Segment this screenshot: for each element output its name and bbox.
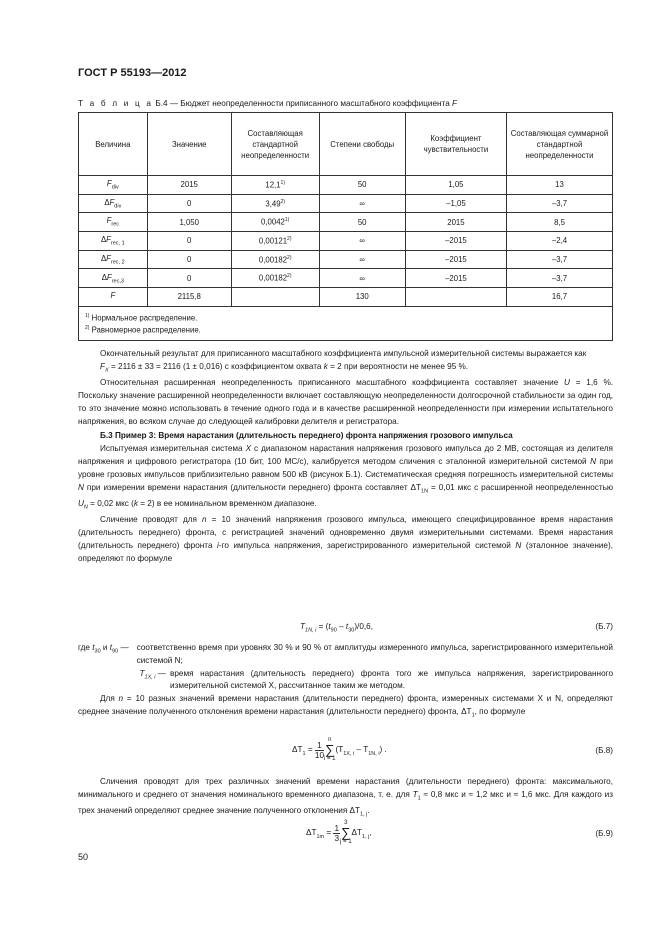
p6-t-sub: 1	[417, 795, 421, 802]
p3-n: N	[590, 457, 596, 467]
result-formula	[78, 361, 613, 377]
p6-dt-sub: 1, j	[360, 811, 368, 818]
quantity-delta: Δ	[100, 235, 107, 245]
eq7-t90-sub: 90	[330, 627, 337, 634]
cell-value: 0	[147, 232, 231, 251]
cell-value: 1,050	[147, 213, 231, 232]
table-caption-text: Б.4 — Бюджет неопределенности приписанного масштабного коэффициента	[153, 99, 453, 108]
eq9-sum-top: 3	[344, 820, 348, 826]
cell-std-uncertainty	[231, 269, 319, 288]
eq7-t30: t	[345, 622, 349, 631]
p5-a: Для	[100, 694, 119, 703]
text-block-2	[78, 693, 613, 722]
eq8-fraction	[315, 741, 324, 760]
eq9-frac-den: 3	[334, 833, 340, 843]
p2-var-u: U	[564, 378, 570, 388]
paragraph-test-system	[78, 443, 613, 514]
cell-std-uncertainty	[231, 232, 319, 251]
std-uncertainty-value: 0,00121	[258, 236, 288, 246]
p3-u-sub: N	[83, 504, 88, 511]
eq9-lhs-sub: 1m	[316, 833, 325, 840]
std-uncertainty-note: 2)	[287, 236, 292, 243]
std-uncertainty-value: 0,00182	[258, 255, 288, 265]
eq9-lhs: ΔT	[306, 828, 317, 838]
quantity-symbol: F	[106, 216, 112, 226]
cell-sensitivity: –2015	[405, 269, 506, 288]
table-row	[79, 232, 613, 251]
std-uncertainty-note: 2)	[280, 198, 285, 205]
cell-std-uncertainty	[231, 288, 319, 307]
note-1-mark: 1)	[85, 312, 90, 319]
cell-quantity	[79, 288, 148, 307]
quantity-delta: Δ	[100, 253, 107, 263]
where-label: где	[78, 643, 93, 652]
cell-std-uncertainty	[231, 176, 319, 195]
quantity-subscript: rec, 2	[110, 259, 125, 266]
paragraph-result: Окончательный результат для приписанного масштабного коэффициента импульсной измерительной системы выражается как	[100, 349, 587, 358]
quantity-symbol: F	[106, 235, 111, 245]
eq7-lhs-sub: 1N, i	[305, 627, 317, 634]
p4-n2: N	[515, 541, 522, 551]
table-header-row	[79, 113, 613, 176]
cell-sensitivity: 2015	[405, 213, 506, 232]
eq9-body: ΔT	[351, 828, 363, 838]
quantity-symbol: F	[106, 253, 111, 263]
eq8-body-b-sub: 1N, i	[368, 750, 380, 757]
p2-part-b: = 1,6 %. Поскольку значение расширенной неопределенности включает составляющую неопределенности долгосрочной стабильности за один год, то это значение можно использовать в течение одного года и в качестве расширенной неопределенности при измерении испытательного напряжения, во всяком случае до следующей калибровки делителя и регистратора.	[78, 378, 613, 426]
eq7-tail: )/0,6,	[354, 622, 373, 631]
quantity-subscript: rec	[111, 221, 120, 228]
cell-combined-uncertainty: 16,7	[507, 288, 613, 307]
cell-dof: ∞	[319, 250, 405, 269]
p5-dt: ΔT	[461, 706, 472, 716]
cell-combined-uncertainty: –2,4	[507, 232, 613, 251]
equation-b8-number: (Б.8)	[595, 746, 613, 755]
note-2	[85, 323, 606, 336]
paragraph-three-values	[78, 776, 613, 822]
quantity-symbol: F	[106, 272, 112, 282]
p5-dt-sub: 1	[471, 712, 475, 719]
std-uncertainty-value: 0,00182	[258, 274, 288, 284]
def2-term: T	[139, 668, 145, 678]
eq7-t30-sub: 30	[348, 627, 355, 634]
cell-quantity	[79, 232, 148, 251]
eq7-minus: –	[336, 622, 346, 631]
definitions	[78, 642, 613, 693]
quantity-symbol: F	[109, 197, 115, 207]
table-row	[79, 194, 613, 213]
cell-value: 0	[147, 194, 231, 213]
eq9-body-sub: 1, j	[362, 833, 370, 840]
def2-dash: —	[155, 668, 166, 678]
cell-dof: 130	[319, 288, 405, 307]
formula-tail: = 2 при вероятности не менее 95 %.	[327, 361, 469, 371]
cell-std-uncertainty	[231, 194, 319, 213]
p6-dt: ΔT	[349, 806, 361, 816]
std-uncertainty-value: 0,0042	[261, 218, 285, 228]
cell-quantity	[79, 194, 148, 213]
p6-a: Сличения проводят для трех различных значений времени нарастания (длительности переднего) фронта: максимального, минимального и среднего от значения номинального временного диапазона, т. е. для	[78, 777, 613, 799]
cell-sensitivity: 1,05	[405, 176, 506, 195]
text-block-3	[78, 776, 613, 822]
eq9-eq: =	[324, 828, 334, 838]
std-uncertainty-value: 12,1	[265, 180, 281, 190]
std-uncertainty-note: 1)	[284, 217, 290, 224]
table-caption	[78, 99, 457, 108]
eq8-eq: =	[305, 745, 315, 755]
p6-b: ≈ 0,8 мкс и ≈ 1,2 мкс и ≈ 1,6 мкс. Для каждого из трех значений определяют среднее значение полученного отклонения	[78, 789, 613, 816]
where-t90: t	[109, 643, 113, 652]
p3-a: Испытуемая измерительная система	[100, 444, 246, 454]
col-header-sensitivity: Коэффициент чувствительности	[405, 113, 506, 176]
table-notes	[79, 306, 613, 340]
formula-k: k	[323, 361, 328, 371]
equation-b7-number: (Б.7)	[595, 622, 613, 631]
table-row	[79, 213, 613, 232]
quantity-subscript: rec, 1	[110, 240, 125, 247]
std-uncertainty-note: 2)	[287, 273, 292, 280]
table-row	[79, 250, 613, 269]
quantity-symbol: F	[110, 291, 116, 301]
cell-quantity	[79, 250, 148, 269]
note-1-text: Нормальное распределение.	[89, 313, 198, 323]
p3-f: = 0,02 мкс (	[87, 499, 134, 509]
cell-sensitivity: –1,05	[405, 194, 506, 213]
col-header-dof: Степени свободы	[319, 113, 405, 176]
std-uncertainty-note: 1)	[280, 180, 285, 187]
p3-d: при измерении времени нарастания (длительности переднего) фронта составляет	[83, 482, 411, 492]
note-2-mark: 2)	[85, 325, 90, 332]
p3-u: U	[78, 499, 84, 509]
p2-part-a: Относительная расширенная неопределенность приписанного масштабного коэффициента составляет значение	[100, 378, 565, 388]
table-caption-prefix: Т а б л и ц а	[78, 99, 154, 108]
eq7-t90: t	[328, 622, 331, 631]
eq8-body-a-sub: 1X, i	[343, 750, 355, 757]
definition-t1x-desc: время нарастания (длительность переднего) фронта того же импульса напряжения, зарегистрированного измерительной системой X, рассчитанное таким же методом.	[170, 668, 613, 691]
p6-c: .	[367, 806, 370, 816]
cell-combined-uncertainty: –3,7	[507, 269, 613, 288]
sigma-icon: ∑	[325, 742, 335, 757]
p3-c: при уровне грозовых импульсов приблизительно равном 500 кВ (рисунок Б.1). Систематическая средняя погрешность измерительной системы	[78, 457, 613, 479]
cell-combined-uncertainty: –3,7	[507, 194, 613, 213]
p5-n: n	[118, 694, 124, 703]
eq8-sum-bot: i = 1	[324, 756, 336, 762]
p3-k: k	[133, 499, 138, 509]
page-number: 50	[78, 852, 89, 862]
paragraph-mean-deviation	[78, 693, 613, 722]
table-row	[79, 176, 613, 195]
p6-t: T	[412, 789, 418, 799]
paragraph-comparison	[78, 514, 613, 565]
col-header-std-uncertainty: Составляющая стандартной неопределенности	[231, 113, 319, 176]
eq9-tail: ,	[369, 828, 372, 838]
formula-text: = 2116 ± 33 = 2116 (1 ± 0,016) с коэффициентом охвата	[108, 361, 324, 371]
equation-b9	[306, 820, 372, 846]
col-header-combined-uncertainty: Составляющая суммарной стандартной неопределенности	[507, 113, 613, 176]
eq7-lhs: T	[300, 622, 306, 631]
cell-sensitivity	[405, 288, 506, 307]
p3-n2: N	[78, 482, 84, 492]
p3-x: X	[245, 444, 252, 454]
table-row	[79, 288, 613, 307]
quantity-subscript: div	[114, 203, 122, 210]
eq8-tail: ) .	[379, 745, 387, 755]
cell-quantity	[79, 213, 148, 232]
table-notes-row	[79, 306, 613, 340]
formula-var-f: F	[100, 361, 106, 371]
cell-value: 0	[147, 250, 231, 269]
quantity-symbol: F	[106, 179, 112, 189]
cell-dof: ∞	[319, 194, 405, 213]
p5-c: , по формуле	[474, 706, 526, 716]
eq7-mid: = (	[316, 622, 329, 631]
p4-b: = 10 значений напряжения грозового импульса, имеющего специфицированное время нарастания (длительность переднего) фронта, с регистрацией значений одновременно двумя измерительными системами. Время нарастания (длительность переднего) фронта	[78, 515, 613, 551]
quantity-delta: Δ	[104, 197, 110, 207]
cell-sensitivity: –2015	[405, 250, 506, 269]
note-1	[85, 311, 606, 324]
eq8-sum-top: n	[328, 737, 332, 743]
document-id: ГОСТ Р 55193—2012	[78, 67, 187, 79]
definition-t1x	[78, 668, 613, 694]
p3-dt: ΔT	[410, 482, 422, 492]
cell-dof: ∞	[319, 269, 405, 288]
eq9-frac-num: 1	[334, 823, 340, 833]
equation-b9-number: (Б.9)	[595, 829, 613, 838]
where-t30: t	[92, 643, 95, 652]
quantity-delta: Δ	[101, 272, 107, 282]
formula-var-f-sub: X	[105, 367, 109, 374]
p4-i: i	[217, 541, 219, 551]
eq8-lhs-sub: 1	[302, 750, 306, 757]
p3-g: = 2) в ее номинальном временном диапазоне.	[137, 499, 317, 509]
table-body	[79, 176, 613, 341]
quantity-subscript: div	[111, 184, 119, 191]
sigma-icon: ∑	[341, 825, 351, 840]
definition-t-term	[78, 642, 133, 668]
cell-std-uncertainty	[231, 213, 319, 232]
cell-value: 0	[147, 269, 231, 288]
p3-dt-sub: 1N	[421, 488, 429, 495]
eq9-sum-bot: j = 1	[340, 839, 352, 845]
col-header-quantity: Величина	[79, 113, 148, 176]
def2-term-sub: 1X, i	[144, 674, 156, 681]
cell-dof: 50	[319, 213, 405, 232]
eq8-frac-den: 10	[314, 750, 324, 760]
equation-b8	[292, 737, 387, 763]
std-uncertainty-note: 2)	[287, 254, 292, 261]
table-caption-var: F	[452, 99, 458, 108]
cell-combined-uncertainty: –3,7	[507, 250, 613, 269]
cell-combined-uncertainty: 8,5	[507, 213, 613, 232]
cell-quantity	[79, 176, 148, 195]
eq8-lhs: ΔT	[292, 745, 303, 755]
p3-b: с диапазоном нарастания напряжения грозового импульса до 2 MB, состоящая из делителя напряжения и цифрового регистратора (10 бит, 100 МС/с), калибруется методом сличения с эталонной измерительной системой	[78, 444, 613, 467]
p4-c: -го импульса напряжения, зарегистрированного измерительной системой	[218, 541, 516, 551]
equation-b7	[300, 622, 373, 634]
cell-dof: ∞	[319, 232, 405, 251]
where-t90-sub: 90	[112, 648, 119, 655]
where-t30-sub: 30	[94, 648, 101, 655]
col-header-value: Значение	[147, 113, 231, 176]
p4-a: Сличение проводят для	[100, 515, 203, 525]
cell-dof: 50	[319, 176, 405, 195]
paragraph-relative-uncertainty	[78, 377, 613, 428]
p5-b: = 10 разных значений времени нарастания (длительности переднего) фронта, измеренных системами X и N, определяют среднее значение полученного отклонения времени нарастания (длительности переднего) фронта,	[78, 694, 614, 716]
cell-combined-uncertainty: 13	[507, 176, 613, 195]
p4-d: (эталонное значение), определяют по формуле	[78, 541, 613, 563]
cell-quantity	[79, 269, 148, 288]
text-block-1	[78, 348, 613, 566]
p4-n: n	[202, 515, 207, 525]
table-row	[79, 269, 613, 288]
uncertainty-budget-table	[78, 112, 613, 341]
eq8-frac-num: 1	[315, 741, 324, 751]
eq9-sum	[340, 820, 352, 846]
definition-t1x-term	[78, 668, 170, 694]
eq8-body-a: (T	[335, 745, 344, 755]
section-heading: Б.3 Пример 3: Время нарастания (длительность переднего) фронта напряжения грозового импульса	[100, 431, 513, 441]
quantity-subscript: rec,3	[111, 278, 124, 285]
definition-t30-t90	[78, 642, 613, 668]
cell-value: 2115,8	[147, 288, 231, 307]
cell-sensitivity: –2015	[405, 232, 506, 251]
cell-std-uncertainty	[231, 250, 319, 269]
eq8-body-b: – T	[354, 745, 369, 755]
note-2-text: Равномерное распределение.	[89, 326, 201, 335]
cell-value: 2015	[147, 176, 231, 195]
p3-e: = 0,01 мкс с расширенной неопределенностью	[428, 482, 613, 492]
definition-t-desc: соответственно время при уровнях 30 % и 90 % от амплитуды измеренного импульса, зарегистрированного измерительной системой N;	[136, 643, 613, 665]
std-uncertainty-value: 3,49	[265, 199, 281, 209]
where-and: и	[100, 643, 110, 652]
where-dash: —	[118, 643, 129, 652]
eq8-sum	[324, 737, 336, 763]
